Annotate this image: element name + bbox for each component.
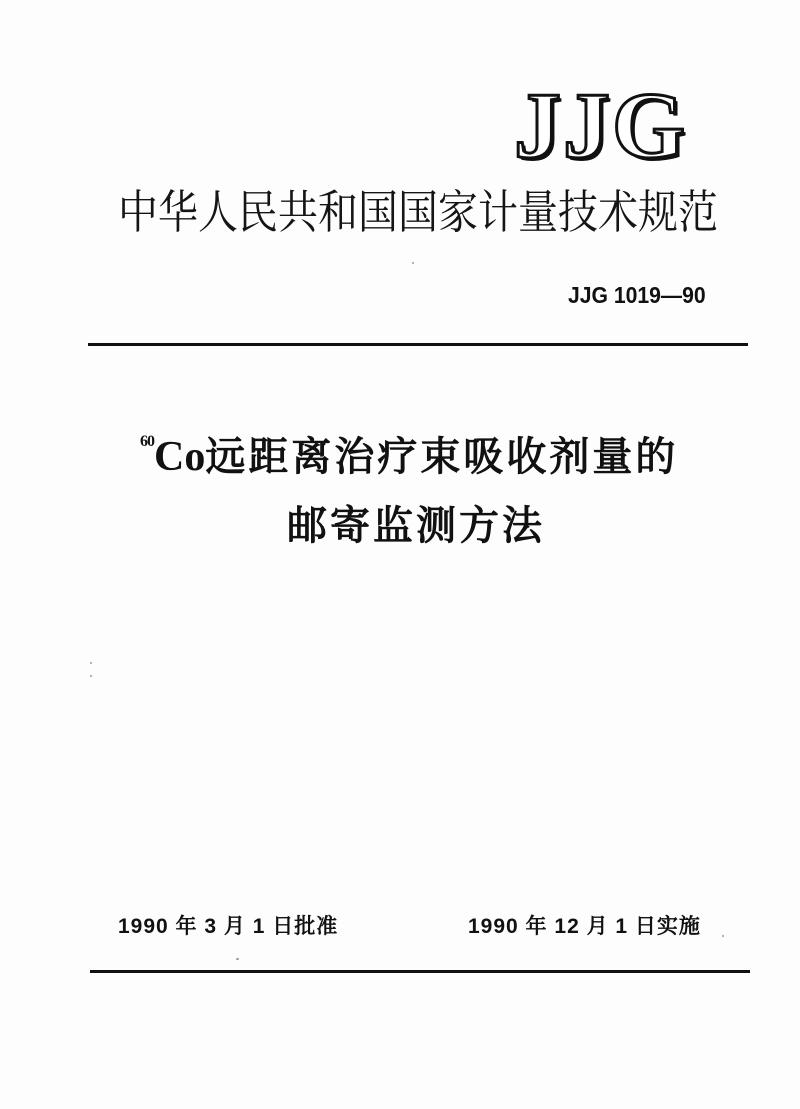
- scan-speck: [412, 262, 414, 264]
- document-title-line-1: [140, 434, 678, 478]
- top-rule: [88, 343, 748, 346]
- scan-speck: [722, 935, 724, 937]
- standard-code: JJG 1019—90: [568, 282, 706, 308]
- document-title-line-1-text: 远距离治疗束吸收剂量的: [205, 434, 679, 480]
- approval-date: 1990 年 3 月 1 日批准: [118, 915, 339, 938]
- scan-speck: [90, 662, 92, 664]
- document-title-line-2: [287, 503, 545, 549]
- scan-speck: [90, 675, 92, 677]
- implementation-date: 1990 年 12 月 1 日实施: [468, 915, 701, 938]
- spec-series-title: 中华人民共和国国家计量技术规范: [118, 186, 718, 240]
- isotope-mass-number: 60: [140, 433, 154, 450]
- scan-speck: [236, 958, 239, 960]
- document-title-line-2-text: 邮寄监测方法: [287, 503, 545, 549]
- jjg-logo: JJG: [514, 74, 688, 178]
- isotope-symbol: Co: [154, 434, 206, 480]
- bottom-rule: [90, 970, 750, 973]
